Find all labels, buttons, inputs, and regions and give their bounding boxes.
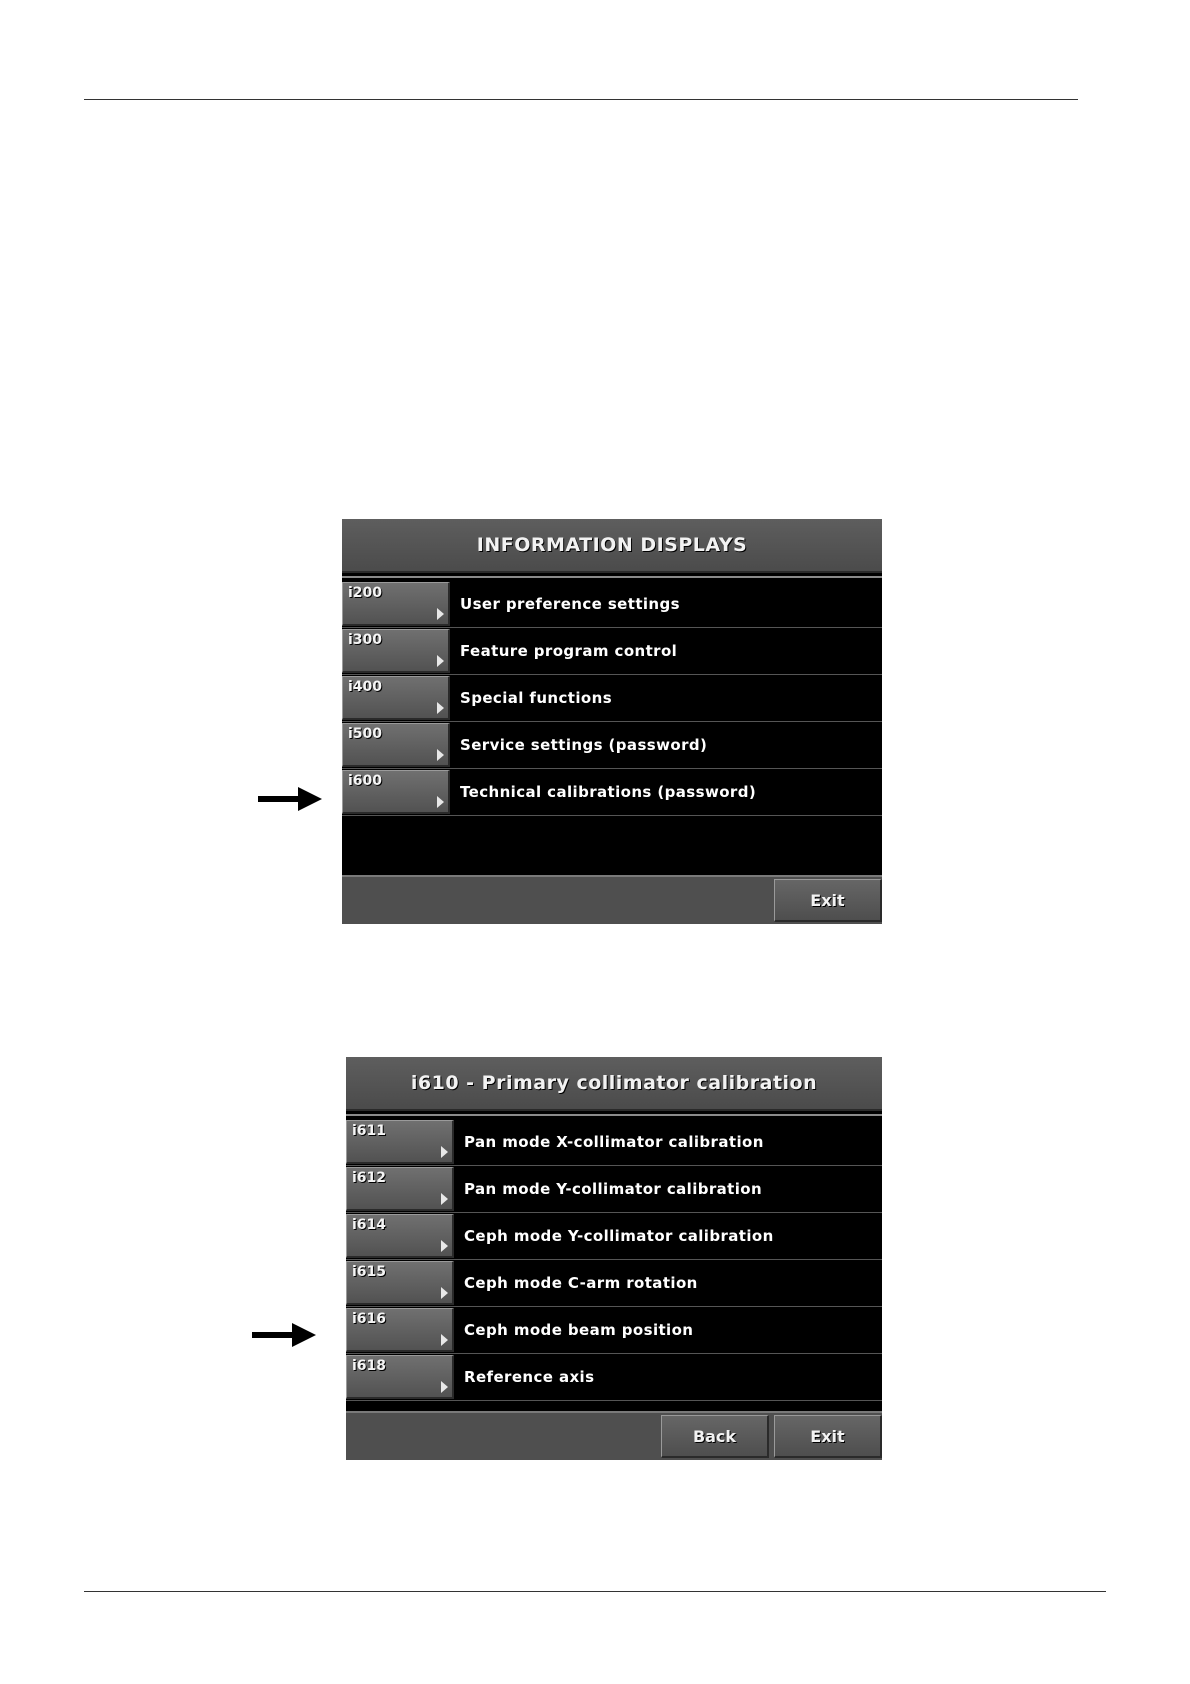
menu-row-i618[interactable] [346,1354,882,1401]
menu-code-button[interactable] [342,629,450,673]
chevron-right-icon [437,655,444,667]
menu-label: Ceph mode Y-collimator calibration [464,1227,774,1245]
menu-row-i615[interactable] [346,1260,882,1307]
menu-label: Technical calibrations (password) [460,783,757,801]
menu-code-button[interactable] [346,1355,454,1399]
chevron-right-icon [437,702,444,714]
menu-label: Special functions [460,689,613,707]
menu-code: i611 [352,1123,387,1139]
menu-code: i500 [348,726,383,742]
menu-label: User preference settings [460,595,680,613]
menu-code-button[interactable] [346,1120,454,1164]
menu-row-i200[interactable] [342,581,882,628]
menu-code-button[interactable] [342,582,450,626]
exit-button[interactable]: Exit [774,879,882,922]
menu-code: i612 [352,1170,387,1186]
menu-code-button[interactable] [346,1214,454,1258]
chevron-right-icon [441,1193,448,1205]
menu-code: i618 [352,1358,387,1374]
menu-code: i616 [352,1311,387,1327]
panel-footer [342,875,882,924]
menu-code-button[interactable] [346,1308,454,1352]
header-rule [84,99,1078,100]
menu-row-i400[interactable] [342,675,882,722]
menu-label: Pan mode Y-collimator calibration [464,1180,763,1198]
primary-collimator-calibration-panel [346,1057,882,1460]
menu-label: Pan mode X-collimator calibration [464,1133,764,1151]
chevron-right-icon [441,1381,448,1393]
divider [342,576,882,578]
back-button[interactable]: Back [661,1415,769,1458]
menu-label: Feature program control [460,642,678,660]
panel-title: i610 - Primary collimator calibration [346,1057,882,1111]
right-arrow-icon [258,785,322,813]
menu-code-button[interactable] [342,770,450,814]
menu-label: Ceph mode beam position [464,1321,694,1339]
menu-row-i616[interactable] [346,1307,882,1354]
menu-code: i614 [352,1217,387,1233]
menu-row-i300[interactable] [342,628,882,675]
menu-label: Service settings (password) [460,736,708,754]
menu-label: Ceph mode C-arm rotation [464,1274,698,1292]
panel-footer [346,1411,882,1460]
menu-row-i500[interactable] [342,722,882,769]
chevron-right-icon [437,749,444,761]
menu-code-button[interactable] [346,1167,454,1211]
chevron-right-icon [441,1146,448,1158]
menu-row-i612[interactable] [346,1166,882,1213]
chevron-right-icon [437,608,444,620]
chevron-right-icon [441,1334,448,1346]
footer-rule [84,1591,1106,1592]
menu-code-button[interactable] [346,1261,454,1305]
right-arrow-icon [252,1321,316,1349]
menu-code: i300 [348,632,383,648]
menu-code: i600 [348,773,383,789]
menu-code: i400 [348,679,383,695]
menu-code-button[interactable] [342,676,450,720]
chevron-right-icon [441,1287,448,1299]
menu-row-i611[interactable] [346,1119,882,1166]
menu-label: Reference axis [464,1368,595,1386]
menu-code: i615 [352,1264,387,1280]
divider [346,1114,882,1116]
exit-button[interactable]: Exit [774,1415,882,1458]
menu-code: i200 [348,585,383,601]
menu-row-i614[interactable] [346,1213,882,1260]
panel-title: INFORMATION DISPLAYS [342,519,882,573]
information-displays-panel [342,519,882,924]
menu-code-button[interactable] [342,723,450,767]
chevron-right-icon [437,796,444,808]
menu-row-i600[interactable] [342,769,882,816]
chevron-right-icon [441,1240,448,1252]
